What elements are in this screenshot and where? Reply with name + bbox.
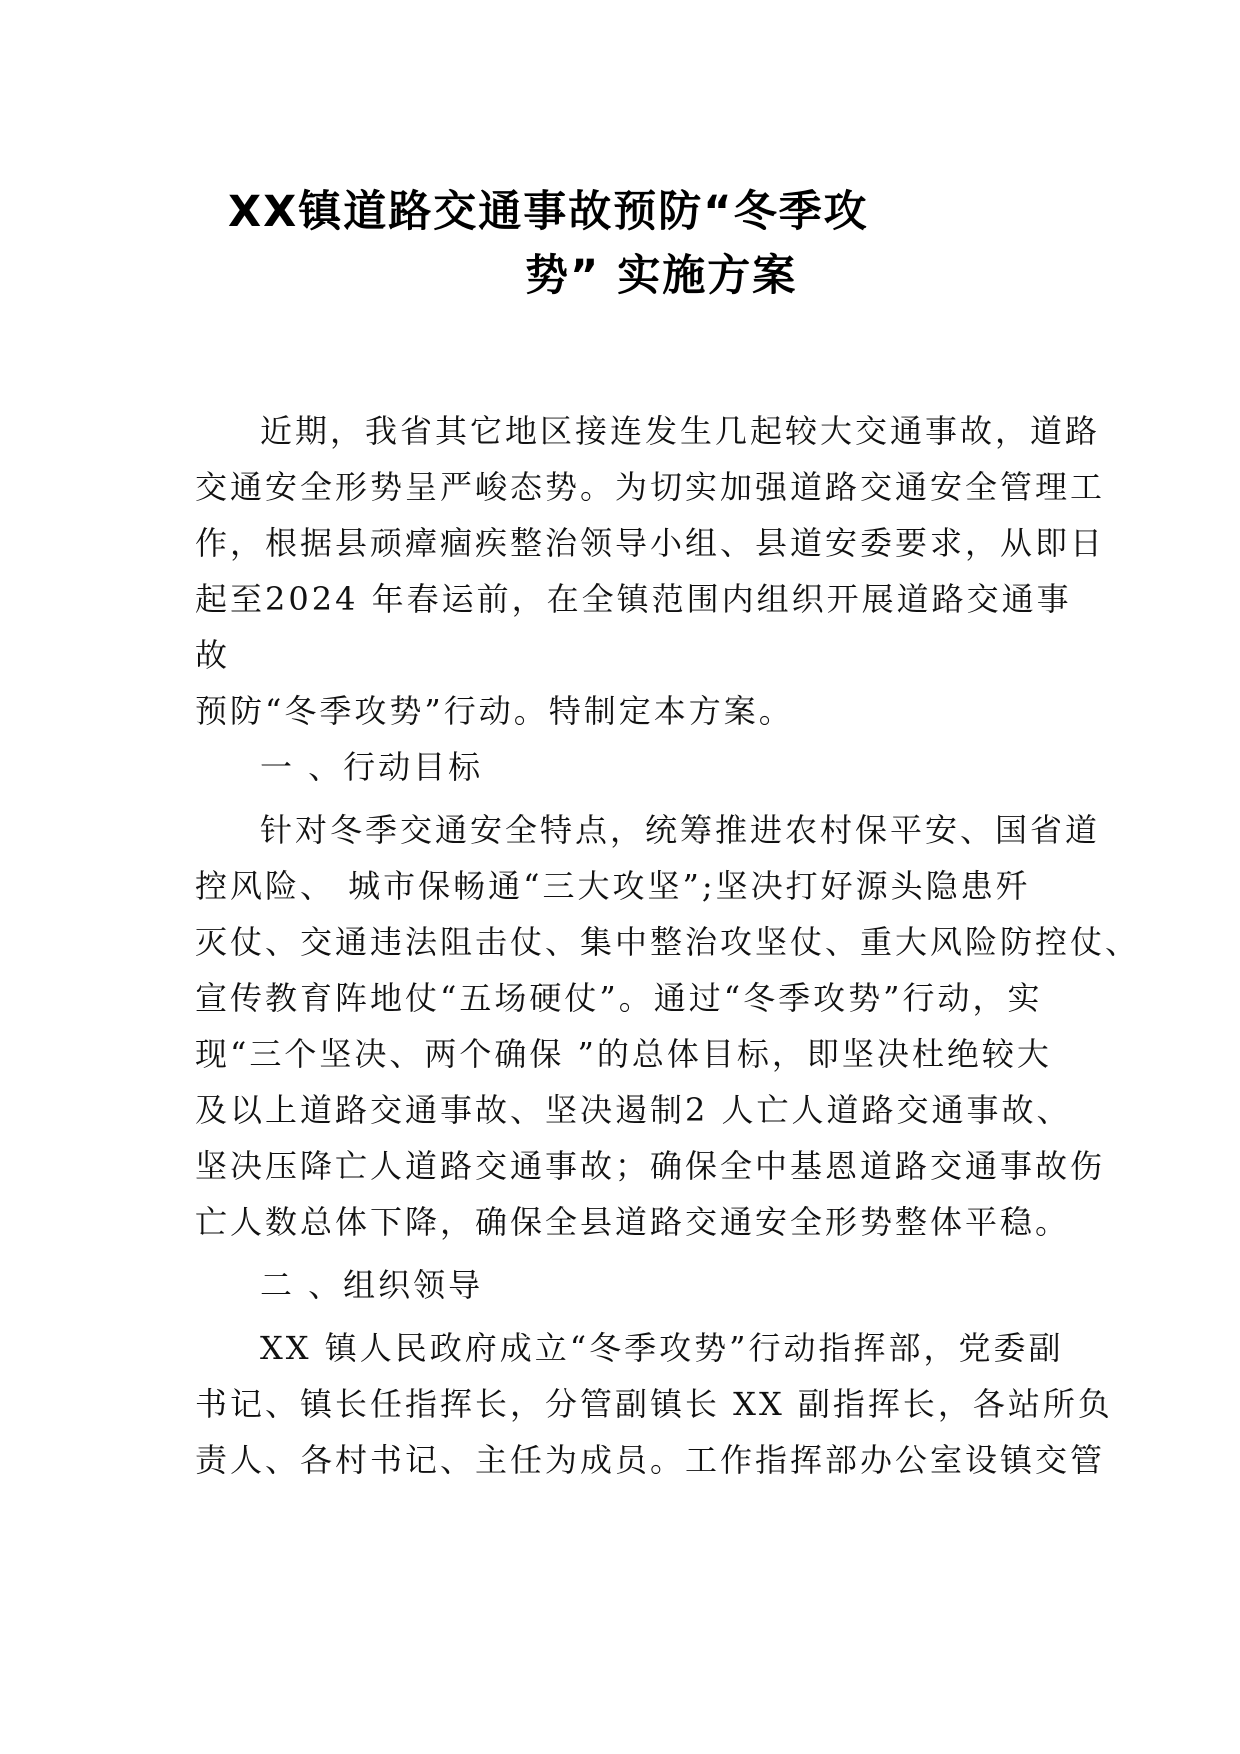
paragraph-2-line-8: 亡人数总体下降，确保全县道路交通安全形势整体平稳。 [195, 1203, 1071, 1241]
paragraph-2-line-3: 灭仗、交通违法阻击仗、集中整治攻坚仗、重大风险防控仗、 [195, 923, 1141, 961]
paragraph-1-line-5: 故 [195, 636, 231, 674]
paragraph-1-line-4: 起至2024 年春运前，在全镇范围内组织开展道路交通事 [195, 580, 1072, 618]
paragraph-2-line-1: 针对冬季交通安全特点，统筹推进农村保平安、国省道 [260, 811, 1101, 849]
paragraph-1-line-3: 作，根据县顽瘴痼疾整治领导小组、县道安委要求，从即日 [195, 524, 1106, 562]
document-title-line-2: 势” 实施方案 [525, 251, 798, 301]
paragraph-3-line-1: XX 镇人民政府成立“冬季攻势”行动指挥部，党委副 [260, 1329, 1064, 1367]
paragraph-2-line-4: 宣传教育阵地仗“五场硬仗”。通过“冬季攻势”行动，实 [195, 979, 1043, 1017]
paragraph-1-line-1: 近期，我省其它地区接连发生几起较大交通事故，道路 [260, 412, 1101, 450]
paragraph-1-line-6: 预防“冬季攻势”行动。特制定本方案。 [195, 692, 794, 730]
paragraph-3-line-2: 书记、镇长任指挥长，分管副镇长 XX 副指挥长，各站所负 [195, 1385, 1113, 1423]
paragraph-2-line-6: 及以上道路交通事故、坚决遏制2 人亡人道路交通事故、 [195, 1091, 1072, 1129]
paragraph-2-line-2: 控风险、 城市保畅通“三大攻坚”;坚决打好源头隐患歼 [195, 867, 1031, 905]
paragraph-3-line-3: 责人、各村书记、主任为成员。工作指挥部办公室设镇交管 [195, 1441, 1106, 1479]
paragraph-2-line-7: 坚决压降亡人道路交通事故；确保全中基恩道路交通事故伤 [195, 1147, 1106, 1185]
paragraph-1-line-2: 交通安全形势呈严峻态势。为切实加强道路交通安全管理工 [195, 468, 1106, 506]
section-heading-1: 一 、行动目标 [260, 748, 484, 786]
document-title-line-1: XX镇道路交通事故预防“冬季攻 [228, 187, 869, 237]
section-heading-2: 二 、组织领导 [260, 1266, 484, 1304]
paragraph-2-line-5: 现“三个坚决、两个确保 ”的总体目标，即坚决杜绝较大 [195, 1035, 1052, 1073]
